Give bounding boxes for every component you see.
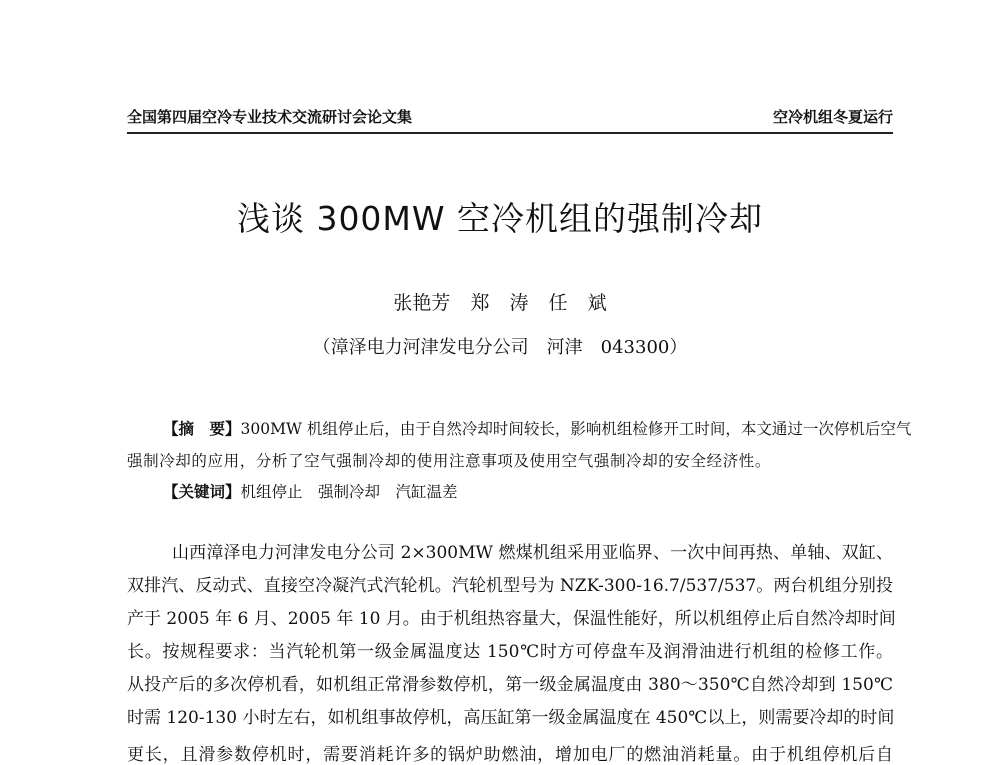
abstract-label: 【摘 要】 (163, 419, 241, 438)
abstract-line: 强制冷却的应用，分析了空气强制冷却的使用注意事项及使用空气强制冷却的安全经济性。 (127, 452, 772, 470)
affiliation: （漳泽电力河津发电分公司 河津 043300） (312, 337, 688, 358)
running-header-left: 全国第四届空冷专业技术交流研讨会论文集 (127, 108, 413, 126)
body-line: 长。按规程要求：当汽轮机第一级金属温度达 150℃时方可停盘车及润滑油进行机组的检修工作。 (127, 642, 893, 662)
body-line: 山西漳泽电力河津发电分公司 2×300MW 燃煤机组采用亚临界、一次中间再热、单轴、双缸、 (172, 543, 893, 563)
body-line: 更长，且滑参数停机时，需要消耗许多的锅炉助燃油，增加电厂的燃油消耗量。由于机组停机后自 (127, 745, 893, 765)
keywords-label: 【关键词】 (163, 482, 241, 501)
abstract-line: 【摘 要】300MW 机组停止后，由于自然冷却时间较长，影响机组检修开工时间，本文通过一次停机后空气 (163, 419, 912, 438)
body-line: 从投产后的多次停机看，如机组正常滑参数停机，第一级金属温度由 380～350℃自然冷却到 150℃ (127, 675, 893, 695)
authors: 张艳芳 郑 涛 任 斌 (393, 292, 607, 314)
paper-title: 浅谈 300MW 空冷机组的强制冷却 (236, 199, 764, 238)
running-header-right: 空冷机组冬夏运行 (772, 108, 893, 126)
body-line: 双排汽、反动式、直接空冷凝汽式汽轮机。汽轮机型号为 NZK-300-16.7/537/537。两台机组分别投 (127, 576, 893, 596)
header-rule (127, 132, 893, 134)
body-line: 时需 120-130 小时左右，如机组事故停机，高压缸第一级金属温度在 450℃以上，则需要冷却的时间 (127, 708, 895, 728)
keywords: 【关键词】机组停止 强制冷却 汽缸温差 (163, 482, 458, 501)
body-line: 产于 2005 年 6 月、2005 年 10 月。由于机组热容量大，保温性能好，所以机组停止后自然冷却时间 (127, 609, 896, 629)
